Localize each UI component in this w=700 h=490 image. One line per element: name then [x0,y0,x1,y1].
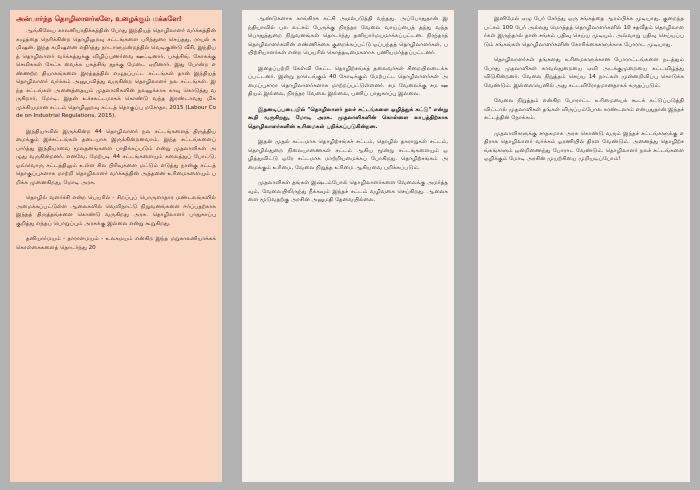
paragraph: இதன் முதல் கட்டமாக தொழிற்சங்கச் சட்டம், தொழில் தகராறுகள் சட்டம், தொழில்துறை நிலையாணைகள் சட்டம் ஆகிய மூன்று சட்டங்களையும் ஒழித்துவிட்டு ஒரே சட்டமாக மாற்றியமைக்கப் போகிறது. தொழிற்சங்கம் அமைக்கும் உரிமை, வேலை நிறுத்த உரிமை ஆகியவை பறிக்கப்படும். [248,139,448,171]
paragraph: முதலாளிகள் தங்கள் இஷ்டம்போல் தொழிலாளர்களை வேலைக்கு அமர்த்தவும், வேலையிலிருந்து நீக்கவும் இந்தச் சட்டம் வழிவகை செய்கிறது. ஆலைகளை மூடுவதற்கு அரசின் அனுமதி தேவையில்லை. [248,180,448,203]
paragraph: இனிமேல் ஏழு பேர் சேர்ந்து ஒரு சங்கத்தை ஆரம்பிக்க முடியாது. குறைந்தபட்சம் 100 பேர் அல்லது மொத்தத் தொழிலாளர்களில் 10 சதவீதம் தொழிலாளர்கள் இருந்தால் தான் சங்கம் பதிவு செய்ய முடியும். அவ்வாறு பதிவு செய்யப்படும் சங்கங்கள் தொழிலாளர்களின் கோரிக்கைகளுக்காக போராட முடியாது. [484,16,684,48]
paragraph: ஆங்கிலேய காலனியாதிக்கத்தின் போது இந்தியத் தொழிலாளர் வர்க்கத்தின் கழுத்தை நெரிக்கின்ற தொழிலுறவு சட்டங்களை பரிந்துரை செய்தது, ராயல் கமிஷன். இந்த கமிஷனை எதிர்த்து நாடாளுமன்றத்தில் வெடிகுண்டு வீசி, இந்தியத் தொழிலாளர் வர்க்கத்துக்கு விழிப்புணர்வை ஊட்டினார், பகத்சிங். கோசுக்கு செவிசுகள் கேட்க வைக்க பகத்சிங் தூக்கு மேடை ஏறினார். இது போன்ற எண்ணற்ற தியாகங்களை இரத்தத்தில் எழுதப்பட்ட சட்டங்கள் தான் இந்தியத் தொழிலாளர் வர்க்கம் அனுபவித்து வருகின்ற தொழிலாளர் நல சட்டங்கள். இந்த சட்டங்கள் அனைத்தையும் முதலாளிகளின் நலனுக்காக காவு கொடுத்து வருகிறார், மோடி. இதன் உச்சகட்டமாகக் கொண்டு வந்த இரண்டாவது மிக முக்கியமான சட்டம் தொழிலுறவு சட்டத் தொகுப்பு மசோதா, 2015 (Labour Code on Industrial Regulations, 2015). [16,28,216,119]
paragraph: இதைப்பற்றி கேள்வி கேட்ட தொழிற்சங்கத் தலைவர்கள் சிறையிலடைக்கப்பட்டனர். இன்று நாடெங்கும் 40 கோடிக்கும் மேற்பட்ட தொழிலாளர்கள் அமைப்புசாரா தொழிலாளர்களாக மாற்றப்பட்டுள்ளனர். சம வேலைக்கு சம ஊதியம் இல்லை, நிரந்தர வேலை இல்லை, பணிப் பாதுகாப்பு இல்லை. [248,65,448,97]
paragraph: தொழிலாளர்கள் தங்களது உரிமைகளுக்கான போராட்டங்களை நடத்தும் போது முதலாளிகள் காவல்துறையை ஏவி அடக்குமுறையை கட்டவிழ்த்து விடுகின்றனர். வேலை நிறுத்தம் செய்ய 14 நாட்கள் முன்னறிவிப்பு கொடுக்க வேண்டும். இல்லையெனில் அது சட்டவிரோதமானதாகக் கருதப்படும். [484,57,684,89]
column-heading: அன்பார்ந்த தொழிலாளர்களே, உழைக்கும் மக்களே! [16,15,182,23]
leaflet-column-2 [242,10,454,482]
paragraph: முதலாளிகளுக்கு சாதகமாக அரசு கொண்டு வரும் இந்தச் சட்டங்களுக்கு எதிராக தொழிலாளர் வர்க்கம் ஓரணியில் திரள வேண்டும். அனைத்து தொழிற்சங்கங்களும் ஒன்றிணைந்து போராட வேண்டும். தொழிலாளர் நலச் சட்டங்களை ஒழிக்கும் மோடி அரசின் முயற்சியை முறியடிப்போம்! [484,130,684,162]
paragraph: தனியார்மயம் - தாராளமயம் - உலகமயம் என்கிற இந்த மறுகாலனியாக்கக் கொள்கைகளைத் தொடர்ந்து 20 [16,236,216,251]
leaflet-column-3 [478,10,690,482]
paragraph: வேலை நிறுத்தம் என்கிற போராட்ட உரிமையைக் கூடக் கட்டுப்படுத்தி விட்டால் முதலாளிகள் தங்கள் விருப்பம்போல சுரண்டலாம் என்பதுதான் இந்தச் சட்டத்தின் நோக்கம். [484,98,684,121]
paragraph: இந்தியாவில் இருக்கின்ற 44 தொழிலாளர் நல சட்டங்களைத் திருத்தியமைக்கும் இச்சட்டங்கள் தடையாக இருக்கின்றனவாம். இந்த சட்டங்களைப் பார்த்து இந்தியாவை மூலதனங்களை பாதிக்கப்படும் என்று முதலாளிகள் அழுது வருகின்றனர். எனவே, மேற்படி 44 சட்டங்களையும் கலைத்துப் போட்டு, ஒவ்வொரு சட்டத்திலும் உள்ள சில பிரிவுகளை மட்டும் எடுத்து நான்கு சட்டத் தொகுப்புகளாக மாற்றி தொழிலாளர் வர்க்கத்தின் அத்தனை உரிமைகளையும் பறிக்க முனைகிறது, மோடி அரசு. [16,128,216,186]
paragraph-highlight: இதனடிப்படையில் "தொழிலாளர் நலச் சட்டங்களை ஒழித்துக் கட்டு" என்று கூறி வருகிறது, மோடி அரசு. முதலாளிகளின் கொள்ளை லாபத்திற்காக தொழிலாளர்களின் உரிமைகள் பறிக்கப்படுகின்றன. [248,106,448,130]
leaflet-column-1 [10,10,222,482]
paragraph: தொழில் வளர்ச்சி என்ற பெயரில் - சிறப்புப் பொருளாதார மண்டலங்களில் அமைக்கப்பட்டுள்ள ஆலைகளில் வெளிநாட்டு நிறுவனங்களை ஈர்ப்பதற்காக இந்தத் திருத்தங்களை கொண்டு வருகிறது அரசு. தொழிலாளர் பாதுகாப்பு குறித்து எந்தப் பொறுப்பும் அரசுக்கு இல்லை என்று கூறுகிறது. [16,195,216,227]
paragraph: ஆண்டுகளாக காங்கிரசு கட்சி அமல்படுத்தி வந்தது. அப்போதுதான் இந்தியாவில் பல லட்சம் பேருக்கு நிரந்தர வேலை வாய்ப்பைத் தந்து வந்த பொதுத்துறை நிறுவனங்கள் தொடர்ந்து தனியார்மயமாக்கப்பட்டன. நிரந்தரத் தொழிலாளர்களின் எண்ணிக்கை குறைக்கப்பட்டு ஒப்பந்தத் தொழிலாளர்கள், பயிற்சியாளர்கள் என்ற பெயரில் கொத்தடிமைகளாக பணியமர்த்தப்பட்டனர். [248,16,448,56]
